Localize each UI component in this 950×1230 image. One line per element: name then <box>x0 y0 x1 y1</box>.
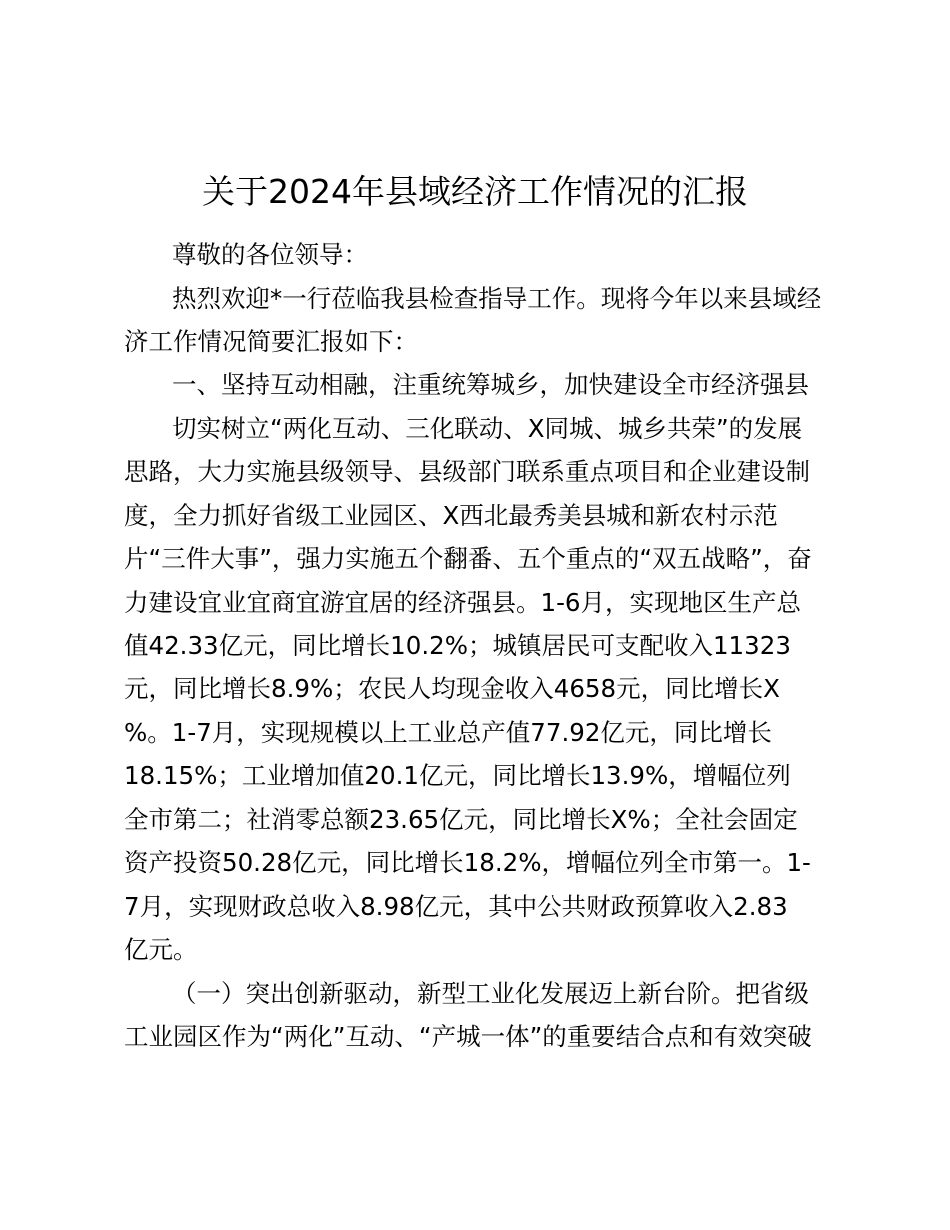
paragraph-line: 切实树立“两化互动、三化联动、X同城、城乡共荣”的发展 <box>172 414 803 443</box>
subsection-line: （一）突出创新驱动，新型工业化发展迈上新台阶。把省级 <box>172 979 809 1008</box>
paragraph-line: 片“三件大事”，强力实施五个翻番、五个重点的“双五战略”，奋 <box>124 544 812 573</box>
paragraph-line: %。1-7月，实现规模以上工业总产值77.92亿元，同比增长 <box>124 718 772 747</box>
salutation-line: 尊敬的各位领导： <box>172 240 368 269</box>
paragraph-line: 18.15%；工业增加值20.1亿元，同比增长13.9%，增幅位列 <box>124 761 791 790</box>
paragraph-line: 工业园区作为“两化”互动、“产城一体”的重要结合点和有效突破 <box>124 1022 812 1051</box>
paragraph-line: 元，同比增长8.9%；农民人均现金收入4658元，同比增长X <box>124 674 780 703</box>
document-title: 关于2024年县域经济工作情况的汇报 <box>202 172 748 211</box>
paragraph-line: 思路，大力实施县级领导、县级部门联系重点项目和企业建设制 <box>124 457 810 486</box>
paragraph-line: 热烈欢迎*一行莅临我县检查指导工作。现将今年以来县域经 <box>172 284 822 313</box>
paragraph-line: 全市第二；社消零总额23.65亿元，同比增长X%；全社会固定 <box>124 805 798 834</box>
paragraph-line: 7月，实现财政总收入8.98亿元，其中公共财政预算收入2.83 <box>124 892 788 921</box>
section-heading: 一、坚持互动相融，注重统筹城乡，加快建设全市经济强县 <box>172 370 809 399</box>
paragraph-line: 亿元。 <box>124 935 198 964</box>
paragraph-line: 度，全力抓好省级工业园区、X西北最秀美县城和新农村示范 <box>124 501 778 530</box>
paragraph-line: 值42.33亿元，同比增长10.2%；城镇居民可支配收入11323 <box>124 631 791 660</box>
paragraph-line: 济工作情况简要汇报如下： <box>124 327 418 356</box>
paragraph-line: 资产投资50.28亿元，同比增长18.2%，增幅位列全市第一。1- <box>124 848 811 877</box>
paragraph-line: 力建设宜业宜商宜游宜居的经济强县。1-6月，实现地区生产总 <box>124 588 802 617</box>
